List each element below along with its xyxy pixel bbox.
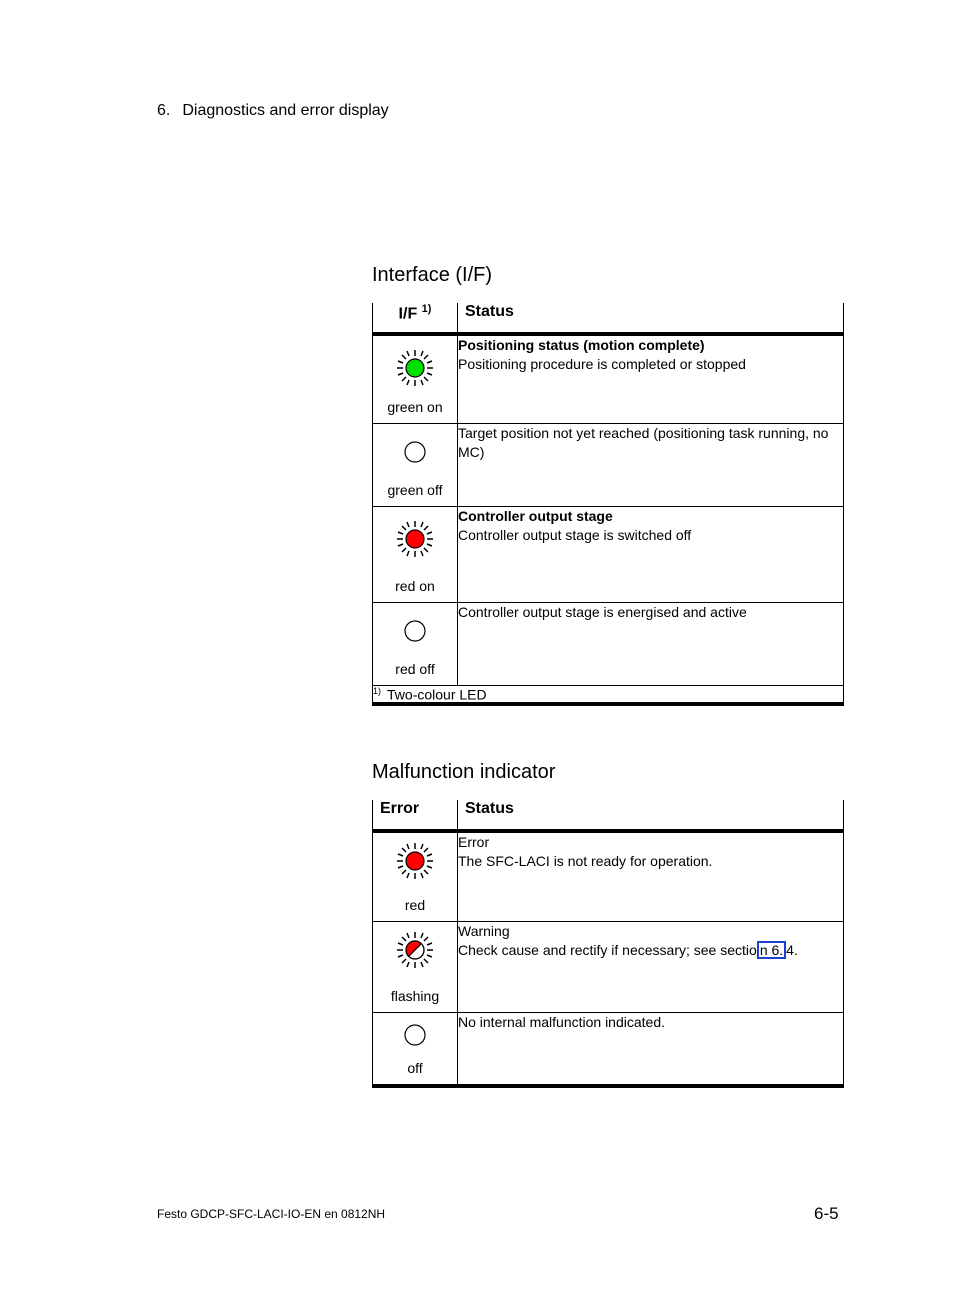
- led-cell: [373, 602, 458, 685]
- led-cell: [373, 921, 458, 1012]
- led-off-icon: [395, 436, 435, 476]
- footnote-mark: 1): [373, 685, 382, 696]
- status-heading: Controller output stage: [458, 507, 613, 524]
- footnote-text: Two-colour LED: [387, 686, 487, 703]
- led-red-on-icon: [395, 841, 435, 881]
- led-caption: off: [407, 1060, 423, 1076]
- led-cell: [373, 1012, 458, 1086]
- header-if: I/F $^{1)}$: [373, 303, 458, 334]
- interface-table-header: [373, 303, 844, 334]
- led-cell: [373, 831, 458, 921]
- table-row: [373, 602, 844, 685]
- footer-document-id: Festo GDCP-SFC-LACI-IO-EN en 0812NH: [157, 1207, 386, 1221]
- footnote: [373, 685, 844, 704]
- footnote-row: [373, 685, 844, 704]
- status-text: The SFC-LACI is not ready for operation.: [458, 853, 713, 869]
- led-caption: red off: [395, 660, 435, 677]
- led-red-on-icon: [395, 519, 435, 559]
- led-cell: [373, 506, 458, 602]
- led-cell: [373, 423, 458, 506]
- table-row: [373, 423, 844, 506]
- led-off-icon: [395, 1021, 435, 1061]
- status-cell: [458, 423, 844, 506]
- led-caption: red: [404, 896, 426, 913]
- page-number: 6-5: [814, 1204, 839, 1223]
- status-heading: Positioning status (motion complete): [458, 337, 705, 353]
- malfunction-table: [372, 800, 844, 1088]
- status-cell: [458, 506, 844, 602]
- led-green-on-icon: [395, 348, 435, 388]
- chapter-heading: [157, 102, 389, 120]
- malfunction-table-header: [373, 800, 844, 831]
- led-caption: green on: [387, 398, 443, 415]
- chapter-title: Diagnostics and error display: [182, 102, 389, 119]
- status-cell: [458, 831, 844, 921]
- led-caption: green off: [387, 481, 443, 498]
- header-footnote-mark: 1): [421, 303, 432, 315]
- led-caption: flashing: [390, 987, 440, 1004]
- led-off-icon: [395, 615, 435, 655]
- status-cell: [458, 921, 844, 1012]
- chapter-number: 6.: [157, 102, 171, 119]
- table-row: [373, 506, 844, 602]
- malfunction-section-title: Malfunction indicator: [372, 761, 556, 783]
- section-reference-link[interactable]: n 6.: [757, 941, 786, 959]
- status-text: Controller output stage is energised and active: [458, 603, 747, 620]
- status-text: Positioning procedure is completed or stopped: [458, 356, 746, 372]
- status-heading: Error: [458, 834, 490, 850]
- status-cell: [458, 602, 844, 685]
- status-text: Target position not yet reached (positioning task running, no MC): [458, 424, 829, 460]
- table-row: [373, 831, 844, 921]
- interface-table: [372, 303, 844, 706]
- led-flashing-icon: [395, 930, 435, 970]
- table-row: [373, 1012, 844, 1086]
- led-caption: red on: [395, 577, 435, 594]
- status-text: No internal malfunction indicated.: [458, 1013, 666, 1030]
- status-cell: [458, 1012, 844, 1086]
- table-row: [373, 334, 844, 423]
- led-cell: [373, 334, 458, 423]
- header-status: Status: [458, 800, 844, 831]
- header-status: Status: [458, 303, 844, 334]
- status-text: Controller output stage is switched off: [458, 526, 692, 543]
- interface-section-title: Interface (I/F): [372, 264, 493, 286]
- status-heading: Warning: [458, 922, 510, 939]
- table-row: [373, 921, 844, 1012]
- status-text: Check cause and rectify if necessary; see sectio n 6. 4.: [458, 941, 798, 958]
- header-error: Error: [373, 800, 458, 831]
- status-cell: [458, 334, 844, 423]
